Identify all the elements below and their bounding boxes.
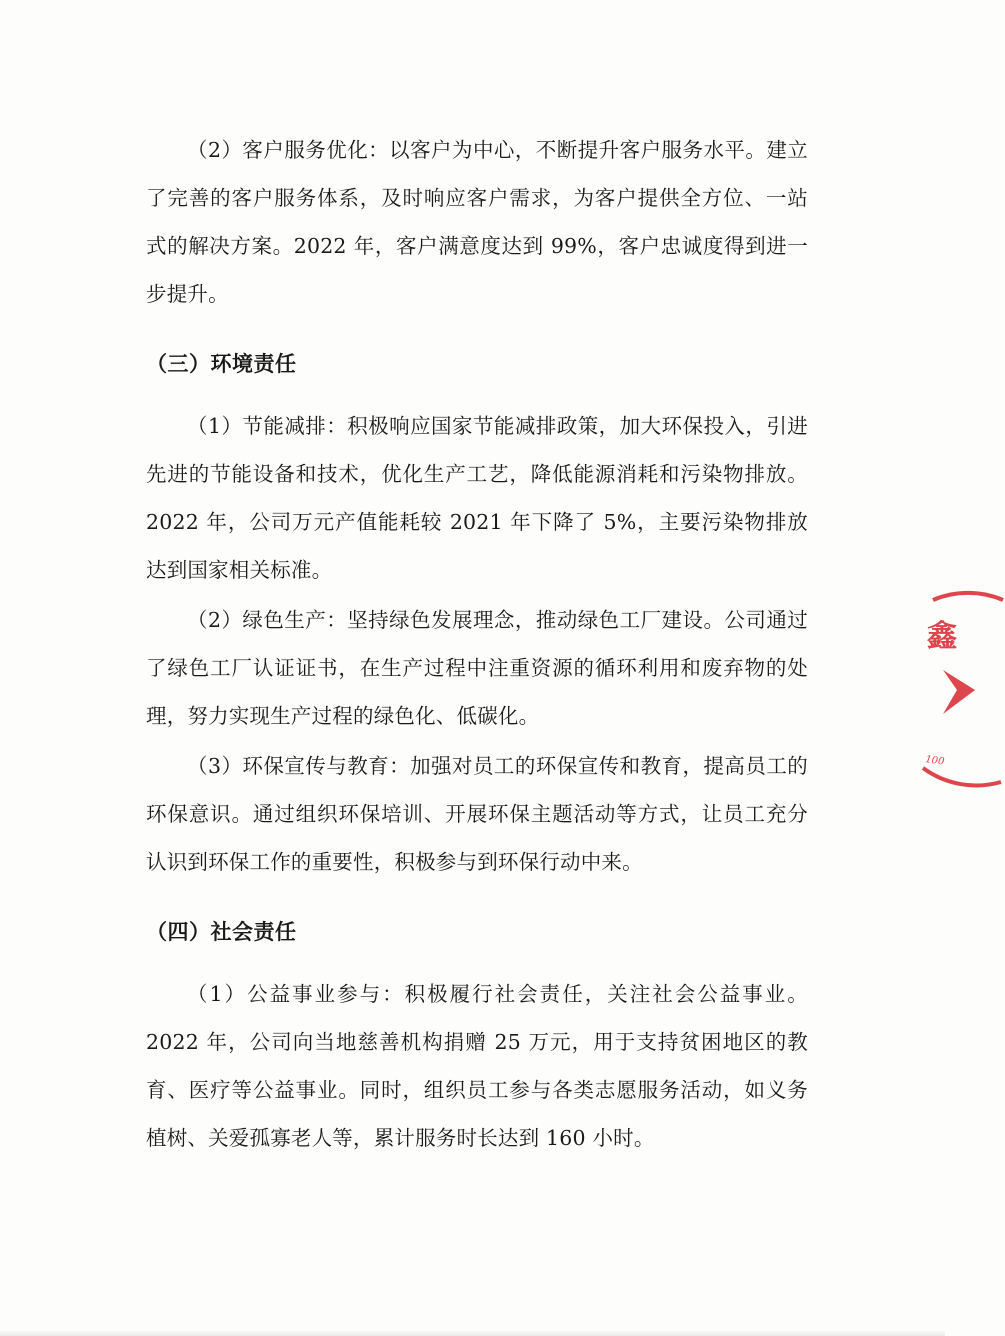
- document-body: [146, 126, 808, 1162]
- paragraph-customer-service: （2）客户服务优化：以客户为中心，不断提升客户服务水平。建立了完善的客户服务体系，及时响应客户需求，为客户提供全方位、一站式的解决方案。2022 年，客户满意度达到 99%，客户忠诚度得到进一步提升。: [146, 138, 808, 306]
- paragraph-environmental-education: （3）环保宣传与教育：加强对员工的环保宣传和教育，提高员工的环保意识。通过组织环保培训、开展环保主题活动等方式，让员工充分认识到环保工作的重要性，积极参与到环保行动中来。: [146, 754, 808, 874]
- seal-number: 100: [924, 754, 946, 768]
- paragraph-public-welfare: （1）公益事业参与：积极履行社会责任，关注社会公益事业。2022 年，公司向当地慈善机构捐赠 25 万元，用于支持贫困地区的教育、医疗等公益事业。同时，组织员工参与各类志愿服务活动，如义务植树、关爱孤寡老人等，累计服务时长达到 160 小时。: [146, 982, 808, 1150]
- paragraph-energy-saving: （1）节能减排：积极响应国家节能减排政策，加大环保投入，引进先进的节能设备和技术，优化生产工艺，降低能源消耗和污染物排放。2022 年，公司万元产值能耗较 2021 年下降了 5%，主要污染物排放达到国家相关标准。: [146, 414, 808, 582]
- seal-star-icon: [943, 670, 975, 714]
- seal-text: 鑫: [927, 619, 957, 654]
- page-edge-shadow: [0, 1330, 945, 1336]
- paragraph-green-production: （2）绿色生产：坚持绿色发展理念，推动绿色工厂建设。公司通过了绿色工厂认证证书，在生产过程中注重资源的循环利用和废弃物的处理，努力实现生产过程的绿色化、低碳化。: [146, 608, 808, 728]
- heading-social-responsibility: （四）社会责任: [146, 920, 297, 944]
- heading-environmental-responsibility: （三）环境责任: [146, 352, 297, 376]
- company-seal-icon: [913, 590, 1005, 790]
